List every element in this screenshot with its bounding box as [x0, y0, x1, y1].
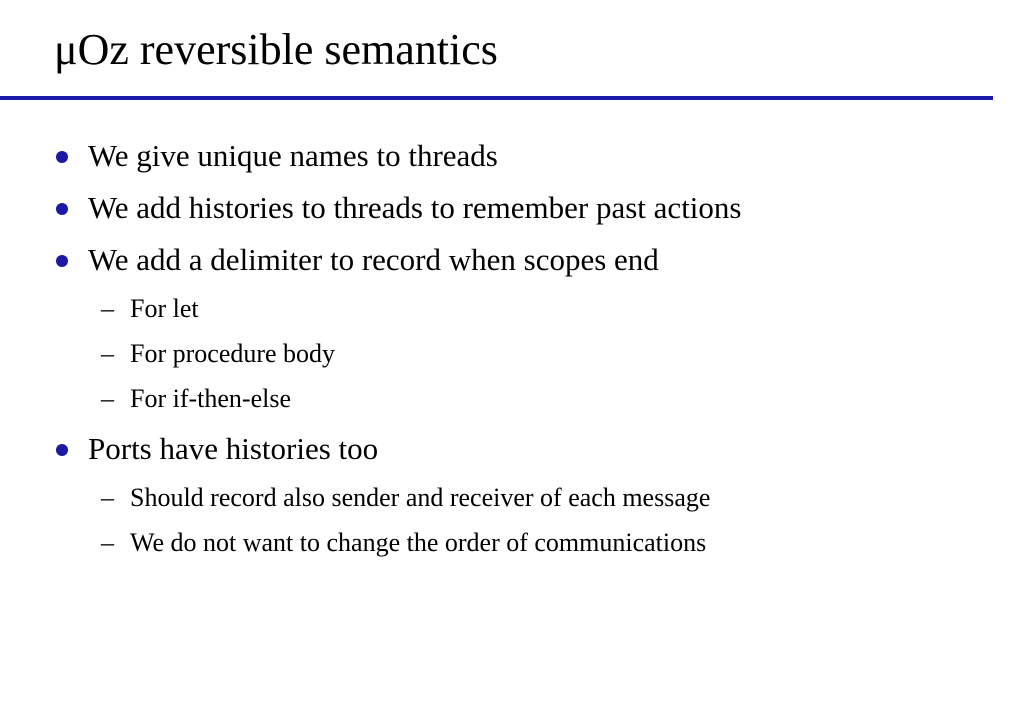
slide-title: μOz reversible semantics	[54, 25, 498, 74]
sub-bullet-text: For if-then-else	[130, 384, 292, 413]
dash-marker: –	[101, 384, 114, 413]
sub-bullet-text: For let	[130, 294, 199, 323]
sub-bullet-item	[101, 481, 711, 515]
bullet-text: Ports have histories too	[88, 431, 379, 466]
bullet-dot-icon	[56, 255, 68, 267]
bullet-item	[88, 136, 498, 176]
sub-bullet-item	[101, 292, 199, 326]
bullet-item	[88, 429, 378, 469]
sub-bullet-text: We do not want to change the order of communications	[130, 528, 707, 557]
sub-bullet-text: For procedure body	[130, 339, 336, 368]
sub-bullet-item	[101, 382, 292, 416]
sub-bullet-item	[101, 526, 707, 560]
bullet-dot-icon	[56, 203, 68, 215]
bullet-item	[88, 188, 741, 228]
dash-marker: –	[101, 339, 114, 368]
sub-bullet-item	[101, 337, 336, 371]
bullet-text: We give unique names to threads	[88, 138, 498, 173]
bullet-dot-icon	[56, 444, 68, 456]
dash-marker: –	[101, 294, 114, 323]
bullet-dot-icon	[56, 151, 68, 163]
bullet-text: We add histories to threads to remember past actions	[88, 190, 742, 225]
dash-marker: –	[101, 483, 114, 512]
sub-bullet-text: Should record also sender and receiver of each message	[130, 483, 711, 512]
bullet-item	[88, 240, 659, 280]
bullet-text: We add a delimiter to record when scopes end	[88, 242, 659, 277]
dash-marker: –	[101, 528, 114, 557]
